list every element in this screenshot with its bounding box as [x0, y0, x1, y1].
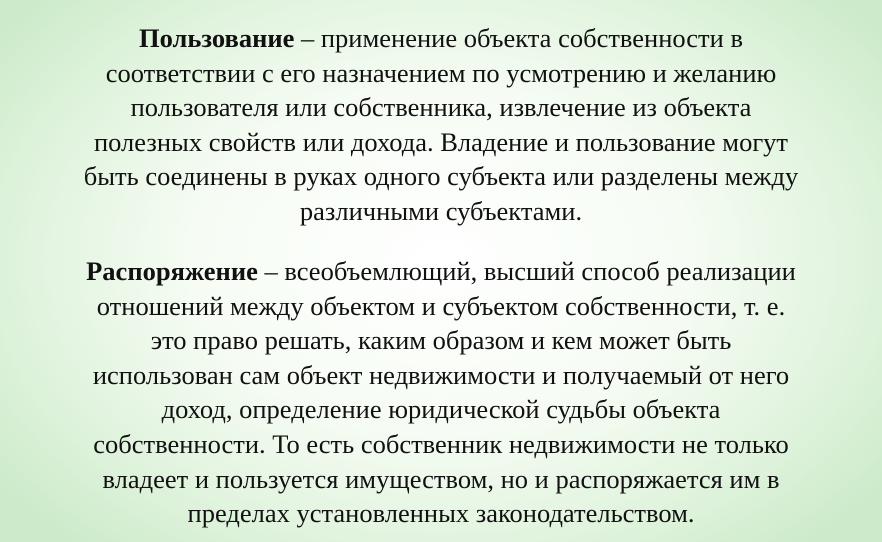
- paragraph-disposal-line-4: использован сам объект недвижимости и получаемый от него: [92, 359, 790, 390]
- paragraph-disposal-line-8: пределах установленных законодательством.: [187, 498, 695, 529]
- paragraph-usage-line-6: различными субъектами.: [299, 195, 583, 226]
- paragraph-disposal-line-3: это право решать, каким образом и кем может быть: [150, 325, 732, 356]
- paragraph-usage-line-5: быть соединены в руках одного субъекта или разделены между: [83, 161, 799, 192]
- term-usage: Пользование: [139, 23, 295, 53]
- paragraph-disposal-line-7: владеет и пользуется имуществом, но и распоряжается им в: [102, 463, 780, 494]
- paragraph-disposal-line-5: доход, определение юридической судьбы объекта: [161, 394, 721, 425]
- paragraph-usage-line-4: полезных свойств или дохода. Владение и пользование могут: [93, 126, 789, 157]
- paragraph-usage-line-1: [0, 21, 882, 56]
- term-disposal: Распоряжение: [86, 256, 258, 286]
- paragraph-disposal-line-1-text: – всеобъемлющий, высший способ реализации: [257, 256, 796, 286]
- paragraph-usage-line-1-text: – применение объекта собственности в: [294, 23, 743, 53]
- paragraph-usage: [0, 21, 882, 229]
- paragraph-usage-line-3: пользователя или собственника, извлечение из объекта: [130, 92, 752, 123]
- paragraph-disposal: [0, 254, 882, 531]
- paragraph-disposal-line-2: отношений между объектом и субъектом собственности, т. е.: [96, 290, 786, 321]
- paragraph-disposal-line-1: [0, 254, 882, 289]
- paragraph-usage-line-2: соответствии с его назначением по усмотрению и желанию: [105, 57, 777, 88]
- paragraph-disposal-line-6: собственности. То есть собственник недвижимости не только: [93, 428, 789, 459]
